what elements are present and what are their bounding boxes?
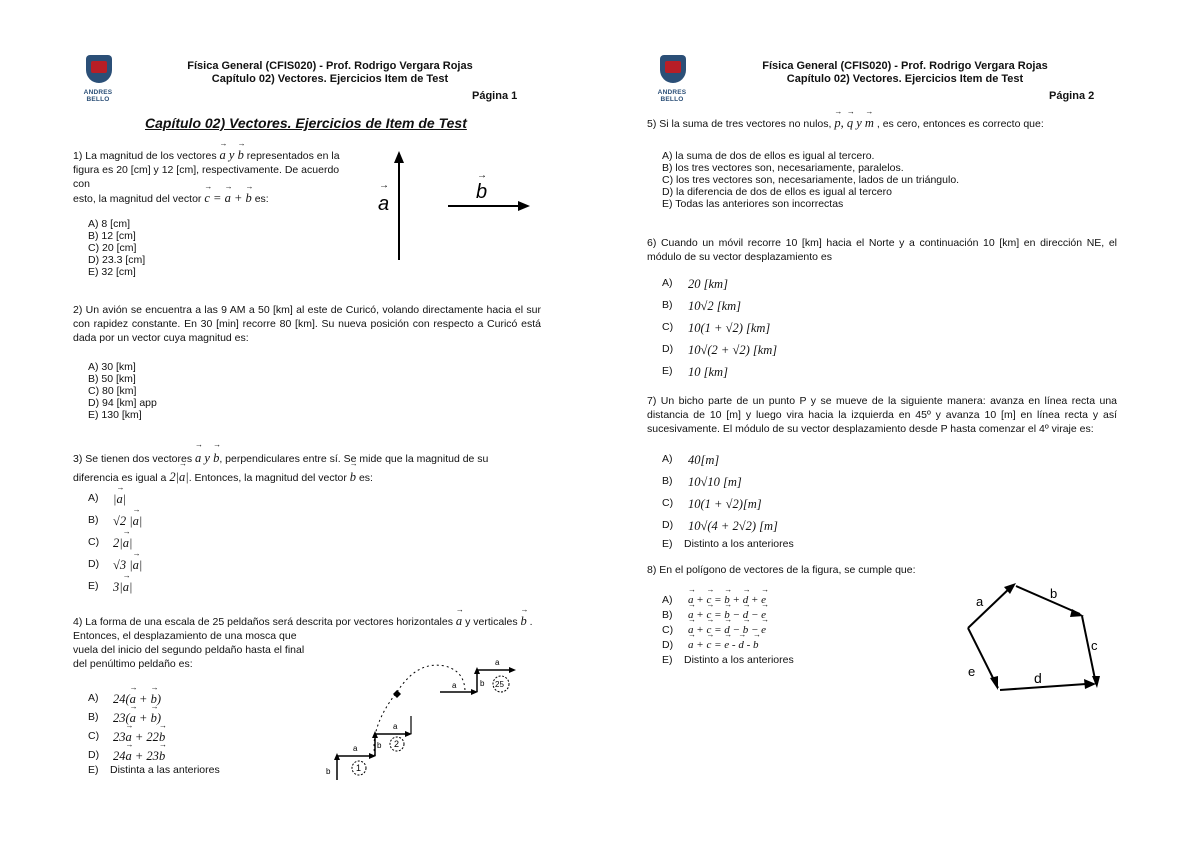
step-number-1: 1 (356, 763, 362, 773)
option: D) la diferencia de dos de ellos es igual al tercero (662, 186, 892, 198)
question-8: 8) En el polígono de vectores de la figura, se cumple que: (647, 564, 916, 576)
option: B) 12 [cm] (88, 230, 136, 242)
option: A) 20 [km] (662, 277, 728, 291)
step-number-25: 25 (495, 680, 504, 689)
figure-label-a: a (353, 744, 358, 753)
option: B) 10√2 [km] (662, 299, 742, 313)
page-2 (600, 0, 1200, 848)
option: E) Distinto a los anteriores (662, 538, 794, 550)
question-4: 4) La forma de una escala de 25 peldaños será descrita por vectores horizontales → a y verticales → b . Entonces, el desplazamiento de una mosca que vuela del inicio del segundo peldaño hasta el final del penúltimo peldaño es: (73, 614, 548, 671)
figure-label-a: a (452, 681, 457, 690)
header-course: Física General (CFIS020) - Prof. Rodrigo Vergara Rojas (187, 60, 473, 72)
figure-label-d: d (1034, 670, 1042, 686)
question-2: 2) Un avión se encuentra a las 9 AM a 50 [km] al este de Curicó, volando directamente hacia el sur con rapidez constante. En 30 [min] recorre 80 [km]. Su nueva posición con respecto a Curicó está dada por un vector cuya magnitud es: (73, 304, 541, 344)
question-4-options (88, 692, 220, 778)
option: C) 10(1 + √2)[m] (662, 497, 762, 511)
svg-text:→: → (477, 170, 487, 181)
option: C) 10(1 + √2) [km] (662, 321, 771, 335)
option: A) la suma de dos de ellos es igual al tercero. (662, 150, 875, 162)
svg-text:→: → (379, 180, 389, 191)
question-1-options (88, 218, 145, 278)
option: D) 24→ a + 23→ b (88, 749, 220, 764)
option: E) 32 [cm] (88, 266, 136, 278)
figure-label-b: b (480, 679, 485, 688)
option: D) 10√(4 + 2√2) [m] (662, 519, 778, 533)
option: D) → a + → c = → e - → d - → b (662, 639, 794, 654)
option: E) Distinto a los anteriores (662, 654, 794, 666)
option: E) Todas las anteriores son incorrectas (662, 198, 844, 210)
figure-label-a: a (378, 193, 390, 215)
figure-q8-polygon (960, 580, 1105, 700)
option: C) los tres vectores son, necesariamente, lados de un triángulo. (662, 174, 960, 186)
option: D) 94 [km] app (88, 397, 157, 409)
option: B) 50 [km] (88, 373, 136, 385)
option: E) Distinta a las anteriores (88, 764, 220, 776)
option: B) 23(→ a + → b) (88, 711, 220, 730)
option: C) 23→ a + 22→ b (88, 730, 220, 749)
option: D) 23.3 [cm] (88, 254, 146, 266)
option: E) 3|→ a| (88, 580, 142, 602)
option: E) 130 [km] (88, 409, 142, 421)
question-6-options (662, 277, 777, 385)
page-title: Capítulo 02) Vectores. Ejercicios de Item de Test (145, 115, 467, 131)
figure-label-e: e (968, 664, 976, 679)
figure-label-c: c (1091, 638, 1098, 653)
page-number: Página 1 (472, 90, 518, 102)
option: C) → a + → c = → d − → b − → e (662, 624, 794, 639)
question-3-options (88, 492, 142, 602)
option: D) 10√(2 + √2) [km] (662, 343, 778, 357)
university-logo: ANDRES BELLO (73, 55, 123, 103)
option: B) los tres vectores son, necesariamente, paralelos. (662, 162, 904, 174)
figure-label-b: b (377, 741, 382, 750)
figure-label-b: b (1050, 586, 1058, 601)
option: A) 24(→ a + → b) (88, 692, 220, 711)
question-5-options (662, 150, 959, 210)
option: A) 8 [cm] (88, 218, 131, 230)
question-7: 7) Un bicho parte de un punto P y se mueve de la siguiente manera: avanza en línea recta una distancia de 10 [m] y luego vira hacia la izquierda en 45º y avanza 10 [m] en línea recta y así sucesivamente. El módulo de su vector desplazamiento desde P hasta comenzar el 4º viraje es: (647, 395, 1117, 435)
university-logo: ANDRES BELLO (647, 55, 697, 103)
question-7-options (662, 453, 794, 552)
option: C) 80 [km] (88, 385, 137, 397)
option: A) 40[m] (662, 453, 720, 467)
figure-q4-staircase (325, 652, 525, 787)
option: C) 2|→ a| (88, 536, 142, 558)
question-8-options (662, 594, 794, 668)
figure-q1-vectors (370, 148, 540, 263)
figure-label-b: b (476, 181, 488, 203)
option: B) 10√10 [m] (662, 475, 742, 489)
option: A) → a + → c = → b + → d + → e (662, 594, 794, 609)
figure-label-a: a (495, 658, 500, 667)
option: D) √3 |→ a| (88, 558, 142, 580)
option: A) 30 [km] (88, 361, 136, 373)
step-number-2: 2 (394, 739, 400, 749)
header-title (150, 60, 510, 86)
figure-label-b: b (326, 767, 331, 776)
option: B) √2 |→ a| (88, 514, 142, 536)
header-title (725, 60, 1085, 86)
header-course: Física General (CFIS020) - Prof. Rodrigo Vergara Rojas (762, 60, 1048, 72)
page-number: Página 2 (1049, 90, 1095, 102)
option: A) |→ a| (88, 492, 142, 514)
option: C) 20 [cm] (88, 242, 137, 254)
question-6: 6) Cuando un móvil recorre 10 [km] hacia el Norte y a continuación 10 [km] en dirección NE, el módulo de su vector desplazamiento es (647, 237, 1117, 263)
question-5: 5) Si la suma de tres vectores no nulos, → p, → q y → m , es cero, entonces es correcto que: (647, 116, 1117, 131)
header-chapter: Capítulo 02) Vectores. Ejercicios Item de Test (211, 73, 449, 85)
figure-label-a: a (976, 594, 984, 609)
option: E) 10 [km] (662, 365, 728, 379)
option: B) → a + → c = → b − → d − → e (662, 609, 794, 624)
question-1: 1) La magnitud de los vectores → a y → b representados en la figura es 20 [cm] y 12 [cm], respectivamente. De acuerdo con esto, la magnitud del vector → c = → a + → b es: (73, 148, 358, 206)
figure-label-a: a (393, 722, 398, 731)
header-chapter: Capítulo 02) Vectores. Ejercicios Item de Test (786, 73, 1024, 85)
question-2-options (88, 361, 157, 421)
question-3: 3) Se tienen dos vectores → a y → b, perpendiculares entre sí. Se mide que la magnitud de su diferencia es igual a 2|→ a|. Entonces, la magnitud del vector → b es: (73, 449, 541, 487)
